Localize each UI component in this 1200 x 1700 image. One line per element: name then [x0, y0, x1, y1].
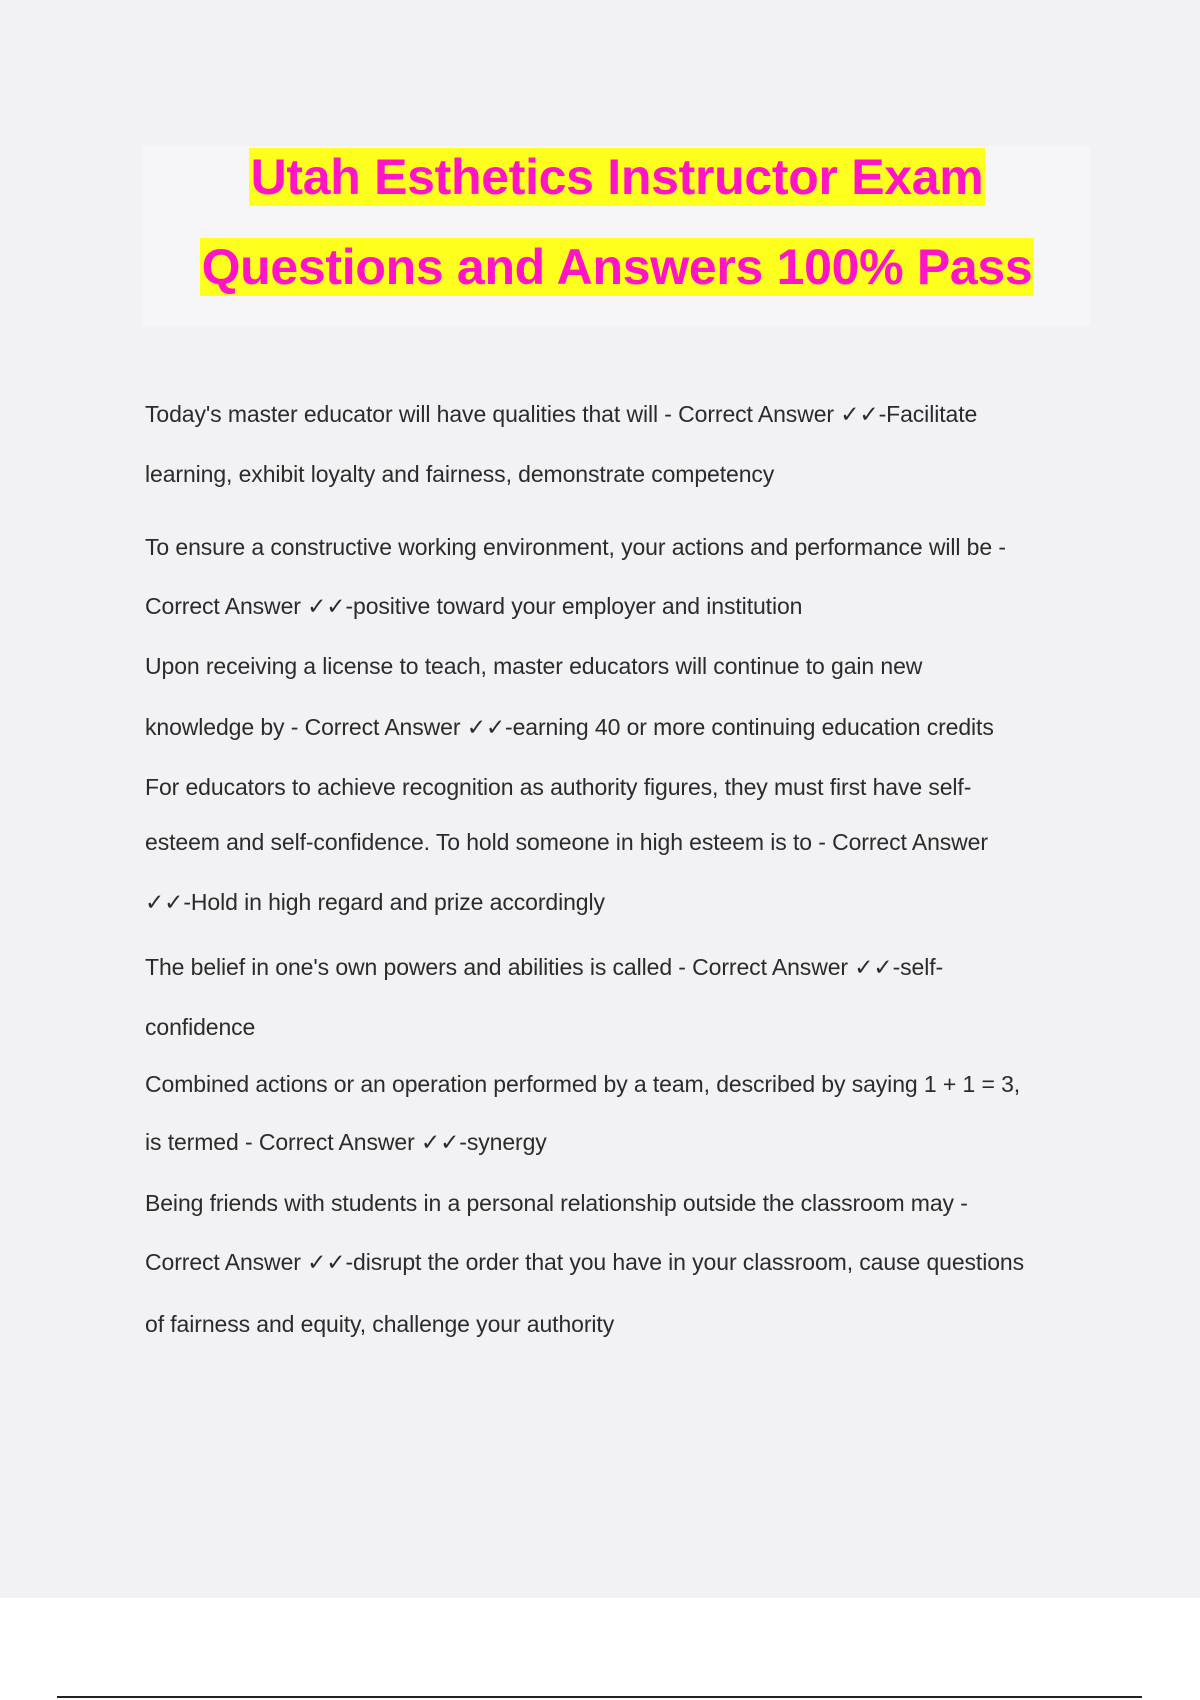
question-7-line-2: Correct Answer ✓✓-disrupt the order that you have in your classroom, cause questions: [145, 1249, 1024, 1275]
question-2-line-1: To ensure a constructive working environment, your actions and performance will be -: [145, 534, 1006, 560]
question-4-line-1: For educators to achieve recognition as authority figures, they must first have self-: [145, 774, 972, 800]
question-7-line-3: of fairness and equity, challenge your authority: [145, 1311, 615, 1337]
question-1-line-2: learning, exhibit loyalty and fairness, demonstrate competency: [145, 461, 775, 487]
question-5-line-1: The belief in one's own powers and abilities is called - Correct Answer ✓✓-self-: [145, 954, 944, 980]
question-5-line-2: confidence: [145, 1014, 256, 1040]
title-block: [143, 146, 1091, 326]
document-title-line-1: Utah Esthetics Instructor Exam: [250, 149, 984, 205]
question-3-line-1: Upon receiving a license to teach, master educators will continue to gain new: [145, 653, 923, 679]
question-6-line-1: Combined actions or an operation performed by a team, described by saying 1 + 1 = 3,: [145, 1071, 1021, 1097]
document-title-line-2: Questions and Answers 100% Pass: [201, 239, 1033, 295]
question-3-line-2: knowledge by - Correct Answer ✓✓-earning 40 or more continuing education credits: [145, 714, 994, 740]
question-7-line-1: Being friends with students in a personal relationship outside the classroom may -: [145, 1190, 968, 1216]
footer-divider: [57, 1696, 1142, 1698]
question-4-line-2: esteem and self-confidence. To hold someone in high esteem is to - Correct Answer: [145, 829, 988, 855]
question-1-line-1: Today's master educator will have qualities that will - Correct Answer ✓✓-Facilitate: [145, 401, 978, 427]
question-6-line-2: is termed - Correct Answer ✓✓-synergy: [145, 1129, 547, 1155]
question-2-line-2: Correct Answer ✓✓-positive toward your employer and institution: [145, 593, 803, 619]
question-4-line-3: ✓✓-Hold in high regard and prize accordingly: [145, 889, 605, 915]
